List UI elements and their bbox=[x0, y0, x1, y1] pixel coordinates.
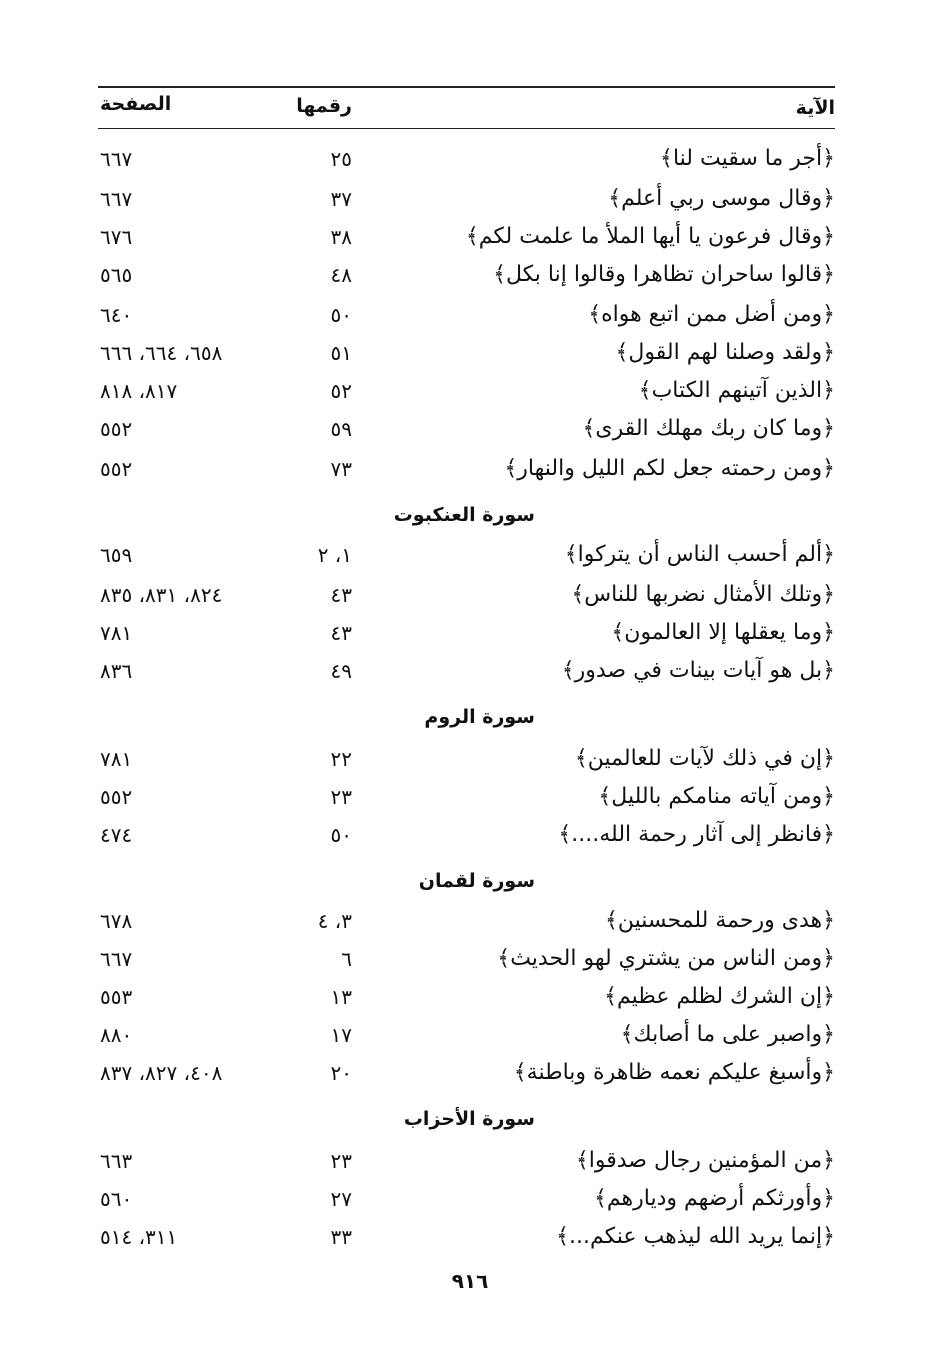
verse-text: ﴿ومن أضل ممن اتبع هواه﴾ bbox=[588, 302, 835, 327]
index-row bbox=[0, 296, 940, 334]
verse-text: ﴿إن في ذلك لآيات للعالمين﴾ bbox=[574, 746, 835, 771]
verse-number: ٢٣ bbox=[330, 1149, 352, 1173]
verse-text: ﴿ومن رحمته جعل لكم الليل والنهار﴾ bbox=[504, 456, 835, 481]
page-reference: ٧٨١ bbox=[100, 621, 133, 645]
verse-number: ٥٩ bbox=[330, 417, 352, 441]
index-row bbox=[0, 902, 940, 940]
verse-number: ٢٢ bbox=[330, 747, 352, 771]
verse-text: ﴿إنما يريد الله ليذهب عنكم...﴾ bbox=[556, 1224, 835, 1249]
verse-text: ﴿وتلك الأمثال نضربها للناس﴾ bbox=[571, 582, 835, 607]
verse-number: ٢٧ bbox=[330, 1187, 352, 1211]
verse-number: ٤٣ bbox=[330, 583, 352, 607]
verse-number: ٢٥ bbox=[330, 147, 352, 171]
verse-text: ﴿أجر ما سقيت لنا﴾ bbox=[660, 146, 835, 171]
index-row bbox=[0, 1218, 940, 1256]
index-row bbox=[0, 576, 940, 614]
verse-text: ﴿هدى ورحمة للمحسنين﴾ bbox=[604, 908, 835, 933]
index-row bbox=[0, 140, 940, 178]
surah-heading bbox=[0, 496, 940, 534]
index-row bbox=[0, 614, 940, 652]
index-row bbox=[0, 536, 940, 574]
page-reference: ٦٤٠ bbox=[100, 303, 133, 327]
verse-number: ١٧ bbox=[330, 1023, 352, 1047]
index-row bbox=[0, 450, 940, 488]
verse-number: ٦ bbox=[341, 947, 352, 971]
index-row bbox=[0, 218, 940, 256]
page-reference: ٤٧٤ bbox=[100, 823, 133, 847]
verse-text: ﴿الذين آتينهم الكتاب﴾ bbox=[638, 378, 835, 403]
page-reference: ٦٦٧ bbox=[100, 947, 133, 971]
verse-text: ﴿بل هو آيات بينات في صدور﴾ bbox=[561, 658, 835, 683]
index-row bbox=[0, 1054, 940, 1092]
verse-text: ﴿واصبر على ما أصابك﴾ bbox=[620, 1022, 835, 1047]
surah-title: سورة لقمان bbox=[418, 870, 535, 892]
index-row bbox=[0, 652, 940, 690]
verse-number: ٤٨ bbox=[330, 263, 352, 287]
verse-number: ٥١ bbox=[330, 341, 352, 365]
page-reference: ٥٦٠ bbox=[100, 1187, 133, 1211]
page-reference: ٨٨٠ bbox=[100, 1023, 133, 1047]
surah-title: سورة الروم bbox=[424, 706, 535, 728]
page-reference: ٦٦٧ bbox=[100, 147, 133, 171]
verse-number: ٣٣ bbox=[330, 1225, 352, 1249]
verse-number: ٢٣ bbox=[330, 785, 352, 809]
index-row bbox=[0, 778, 940, 816]
verse-number: ٣٧ bbox=[330, 187, 352, 211]
verse-number: ٢٠ bbox=[330, 1061, 352, 1085]
surah-heading bbox=[0, 698, 940, 736]
surah-heading bbox=[0, 862, 940, 900]
verse-text: ﴿ألم أحسب الناس أن يتركوا﴾ bbox=[564, 542, 835, 567]
ayah-column-header: الآية bbox=[795, 97, 835, 119]
verse-number: ١، ٢ bbox=[317, 543, 352, 567]
verse-number: ٧٣ bbox=[330, 457, 352, 481]
verse-text: ﴿ولقد وصلنا لهم القول﴾ bbox=[615, 340, 835, 365]
index-row bbox=[0, 816, 940, 854]
verse-text: ﴿وأسبغ عليكم نعمه ظاهرة وباطنة﴾ bbox=[513, 1060, 835, 1085]
verse-number: ٤٩ bbox=[330, 659, 352, 683]
page-number: ٩١٦ bbox=[451, 1269, 489, 1293]
surah-title: سورة العنكبوت bbox=[393, 504, 535, 526]
page-reference: ٥٥٢ bbox=[100, 785, 133, 809]
verse-number: ٥٢ bbox=[330, 379, 352, 403]
index-row bbox=[0, 1180, 940, 1218]
index-row bbox=[0, 1016, 940, 1054]
index-row bbox=[0, 180, 940, 218]
index-row bbox=[0, 334, 940, 372]
verse-number: ٤٣ bbox=[330, 621, 352, 645]
page-reference: ٣١١، ٥١٤ bbox=[100, 1225, 178, 1249]
verse-text: ﴿ومن الناس من يشتري لهو الحديث﴾ bbox=[497, 946, 835, 971]
verse-text: ﴿فانظر إلى آثار رحمة الله....﴾ bbox=[558, 822, 835, 847]
index-row bbox=[0, 372, 940, 410]
verse-number: ٥٠ bbox=[330, 823, 352, 847]
page-reference: ٥٦٥ bbox=[100, 263, 133, 287]
surah-title: سورة الأحزاب bbox=[403, 1108, 535, 1130]
page-reference: ٦٧٨ bbox=[100, 909, 133, 933]
header-bottom-rule bbox=[98, 128, 835, 129]
verse-text: ﴿وأورثكم أرضهم وديارهم﴾ bbox=[594, 1186, 835, 1211]
index-row bbox=[0, 410, 940, 448]
page-reference: ٨٣٦ bbox=[100, 659, 133, 683]
page-reference: ٦٥٨، ٦٦٤، ٦٦٦ bbox=[100, 341, 223, 365]
page-reference: ٦٥٩ bbox=[100, 543, 133, 567]
verse-number: ٣٨ bbox=[330, 225, 352, 249]
page-reference: ٥٥٣ bbox=[100, 985, 133, 1009]
verse-text: ﴿قالوا ساحران تظاهرا وقالوا إنا بكل﴾ bbox=[493, 262, 835, 287]
index-row bbox=[0, 940, 940, 978]
verse-text: ﴿من المؤمنين رجال صدقوا﴾ bbox=[575, 1148, 835, 1173]
surah-heading bbox=[0, 1100, 940, 1138]
verse-text: ﴿إن الشرك لظلم عظيم﴾ bbox=[604, 984, 835, 1009]
verse-text: ﴿وقال فرعون يا أيها الملأ ما علمت لكم﴾ bbox=[465, 224, 835, 249]
index-row bbox=[0, 740, 940, 778]
verse-text: ﴿وما كان ربك مهلك القرى﴾ bbox=[582, 416, 835, 441]
page-reference: ٦٦٣ bbox=[100, 1149, 133, 1173]
header-top-rule bbox=[98, 86, 835, 88]
number-column-header: رقمها bbox=[296, 95, 352, 117]
page-reference: ٤٠٨، ٨٢٧، ٨٣٧ bbox=[100, 1061, 223, 1085]
page-reference: ٨٢٤، ٨٣١، ٨٣٥ bbox=[100, 583, 223, 607]
page-reference: ٧٨١ bbox=[100, 747, 133, 771]
index-row bbox=[0, 978, 940, 1016]
verse-number: ١٣ bbox=[330, 985, 352, 1009]
page-reference: ٨١٧، ٨١٨ bbox=[100, 379, 178, 403]
index-row bbox=[0, 256, 940, 294]
page-reference: ٦٦٧ bbox=[100, 187, 133, 211]
verse-text: ﴿ومن آياته منامكم بالليل﴾ bbox=[598, 784, 835, 809]
verse-number: ٣، ٤ bbox=[317, 909, 352, 933]
verse-number: ٥٠ bbox=[330, 303, 352, 327]
page-column-header: الصفحة bbox=[100, 93, 172, 115]
page-reference: ٥٥٢ bbox=[100, 457, 133, 481]
verse-text: ﴿وقال موسى ربي أعلم﴾ bbox=[608, 186, 835, 211]
index-row bbox=[0, 1142, 940, 1180]
verse-text: ﴿وما يعقلها إلا العالمون﴾ bbox=[611, 620, 835, 645]
page-reference: ٥٥٢ bbox=[100, 417, 133, 441]
page-reference: ٦٧٦ bbox=[100, 225, 133, 249]
